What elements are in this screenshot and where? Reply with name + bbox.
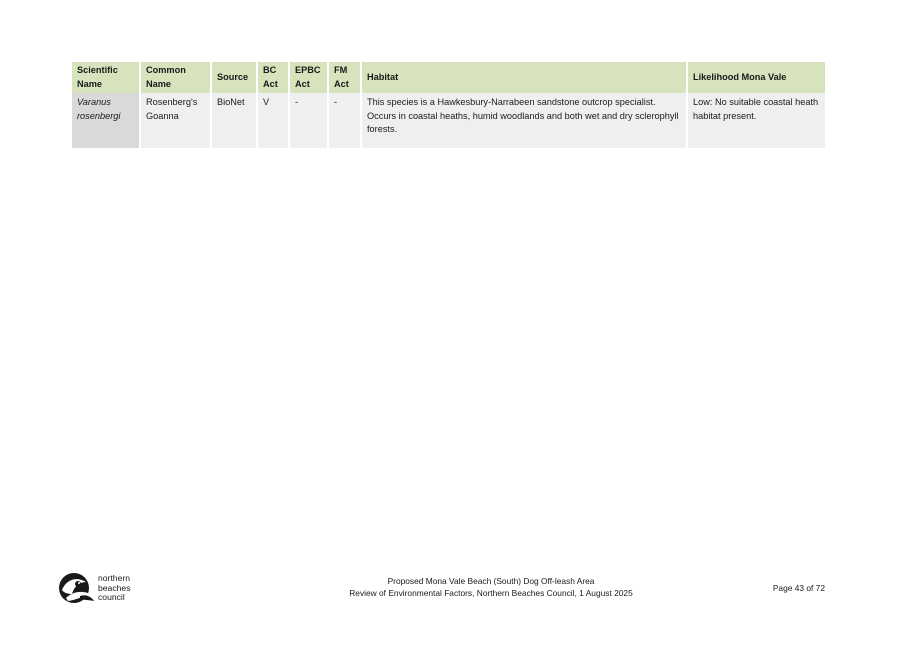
table-row [72, 93, 825, 148]
header-likelihood: Likelihood Mona Vale [688, 62, 825, 93]
cell-fm-act: - [329, 93, 360, 148]
document-title-line-1: Proposed Mona Vale Beach (South) Dog Off-leash Area [387, 576, 595, 586]
cell-scientific-name: Varanus rosenbergi [72, 93, 139, 148]
header-epbc-act: EPBC Act [290, 62, 327, 93]
header-habitat: Habitat [362, 62, 686, 93]
cell-bc-act: V [258, 93, 288, 148]
table-header-row [72, 62, 825, 93]
council-emblem-icon [56, 570, 96, 606]
document-title [300, 576, 682, 599]
species-table [70, 62, 827, 148]
logo-wordmark: northern beaches council [98, 573, 131, 602]
header-bc-act: BC Act [258, 62, 288, 93]
cell-source: BioNet [212, 93, 256, 148]
cell-common-name: Rosenberg's Goanna [141, 93, 210, 148]
cell-likelihood: Low: No suitable coastal heath habitat present. [688, 93, 825, 148]
cell-habitat: This species is a Hawkesbury-Narrabeen sandstone outcrop specialist. Occurs in coastal heaths, humid woodlands and both wet and dry sclerophyll forests. [362, 93, 686, 148]
document-title-line-2: Review of Environmental Factors, Northern Beaches Council, 1 August 2025 [349, 587, 633, 598]
page-number: Page 43 of 72 [772, 583, 825, 593]
header-source: Source [212, 62, 256, 93]
page-footer [0, 568, 915, 608]
header-scientific-name: Scientific Name [72, 62, 139, 93]
header-fm-act: FM Act [329, 62, 360, 93]
council-logo [56, 570, 136, 606]
header-common-name: Common Name [141, 62, 210, 93]
cell-epbc-act: - [290, 93, 327, 148]
